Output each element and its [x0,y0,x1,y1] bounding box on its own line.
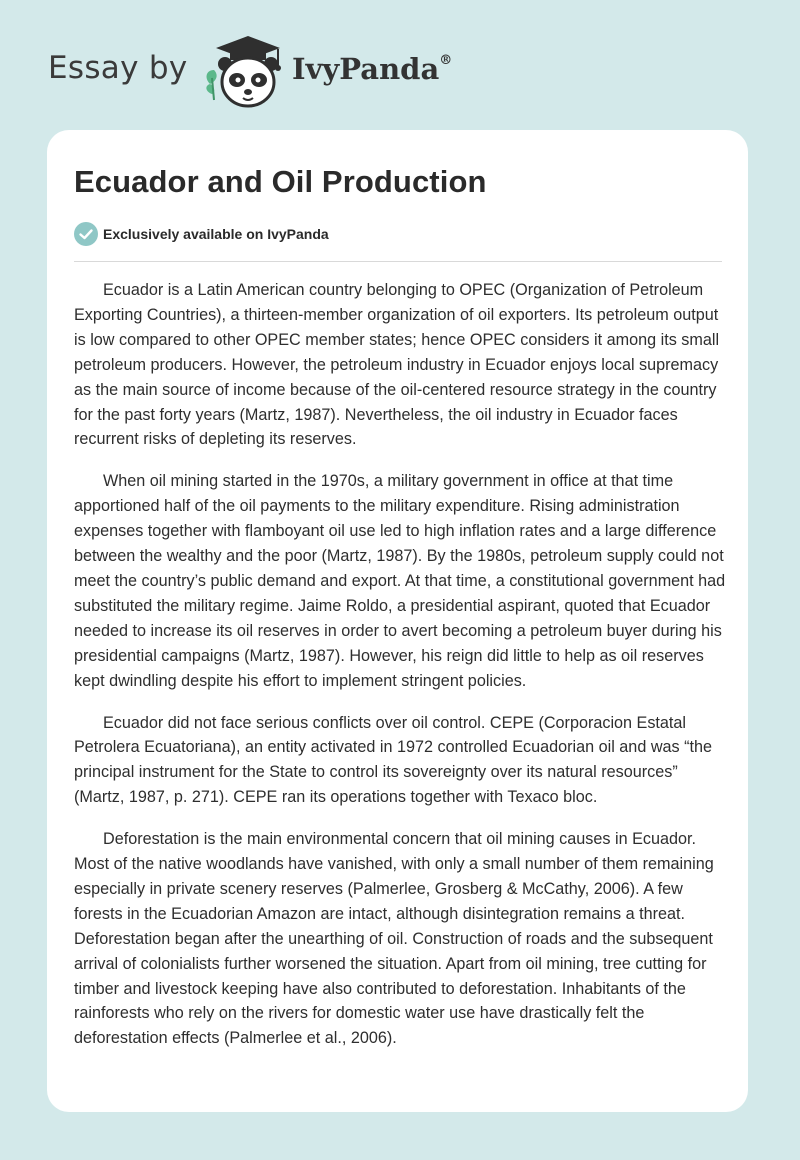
panda-logo-icon [200,34,286,110]
paragraph: Deforestation is the main environmental concern that oil mining causes in Ecuador. Most of the native woodlands have vanished, with only a small number of them remaining especially in private scenery reserves (Palmerlee, Grosberg & McCathy, 2006). A few forests in the Ecuadorian Amazon are intact, although disintegration remains a threat. Deforestation began after the unearthing of oil. Construction of roads and the subsequent arrival of colonialists further worsened the situation. Apart from oil mining, tree cutting for timber and livestock keeping have also contributed to deforestation. Inhabitants of the rainforests who rely on the rivers for domestic water use have drastically felt the deforestation effects (Palmerlee et al., 2006). [74,830,714,1048]
exclusive-badge [74,222,329,246]
check-circle-icon [74,222,98,246]
registered-mark: ® [439,53,453,69]
brand-name-text: IvyPanda [292,52,440,86]
title-divider [74,261,722,262]
page-title: Ecuador and Oil Production [74,164,487,199]
essay-card [47,130,748,1112]
essay-body [74,278,726,1068]
exclusive-badge-label: Exclusively available on IvyPanda [103,226,329,242]
paragraph: Ecuador did not face serious conflicts over oil control. CEPE (Corporacion Estatal Petrolera Ecuatoriana), an entity activated in 1972 controlled Ecuadorian oil and was “the principal instrument for the State to control its sovereignty over its natural resources” (Martz, 1987, p. 271). CEPE ran its operations together with Texaco bloc. [74,713,712,807]
site-header [0,0,800,130]
paragraph: Ecuador is a Latin American country belonging to OPEC (Organization of Petroleum Exporting Countries), a thirteen-member organization of oil exporters. Its petroleum output is low compared to other OPEC member states; hence OPEC considers it among its small petroleum producers. However, the petroleum industry in Ecuador enjoys local supremacy as the main source of income because of the oil-centered resource strategy in the country for the past forty years (Martz, 1987). Nevertheless, the oil industry in Ecuador faces recurrent risks of depleting its reserves. [74,281,720,449]
paragraph: When oil mining started in the 1970s, a military government in office at that time apportioned half of the oil payments to the military expenditure. Rising administration expenses together with flamboyant oil use led to high inflation rates and a large difference between the wealthy and the poor (Martz, 1987). By the 1980s, petroleum supply could not meet the country’s public demand and export. At that time, a constitutional government had substituted the military regime. Jaime Roldo, a presidential aspirant, quoted that Ecuador needed to increase its oil reserves in order to avert becoming a petroleum buyer during his presidential campaigns (Martz, 1987). However, his reign did little to help as oil reserves kept dwindling despite his effort to implement stringent policies. [74,472,726,690]
brand-name[interactable] [292,52,452,86]
essay-by-label: Essay by [48,50,188,86]
